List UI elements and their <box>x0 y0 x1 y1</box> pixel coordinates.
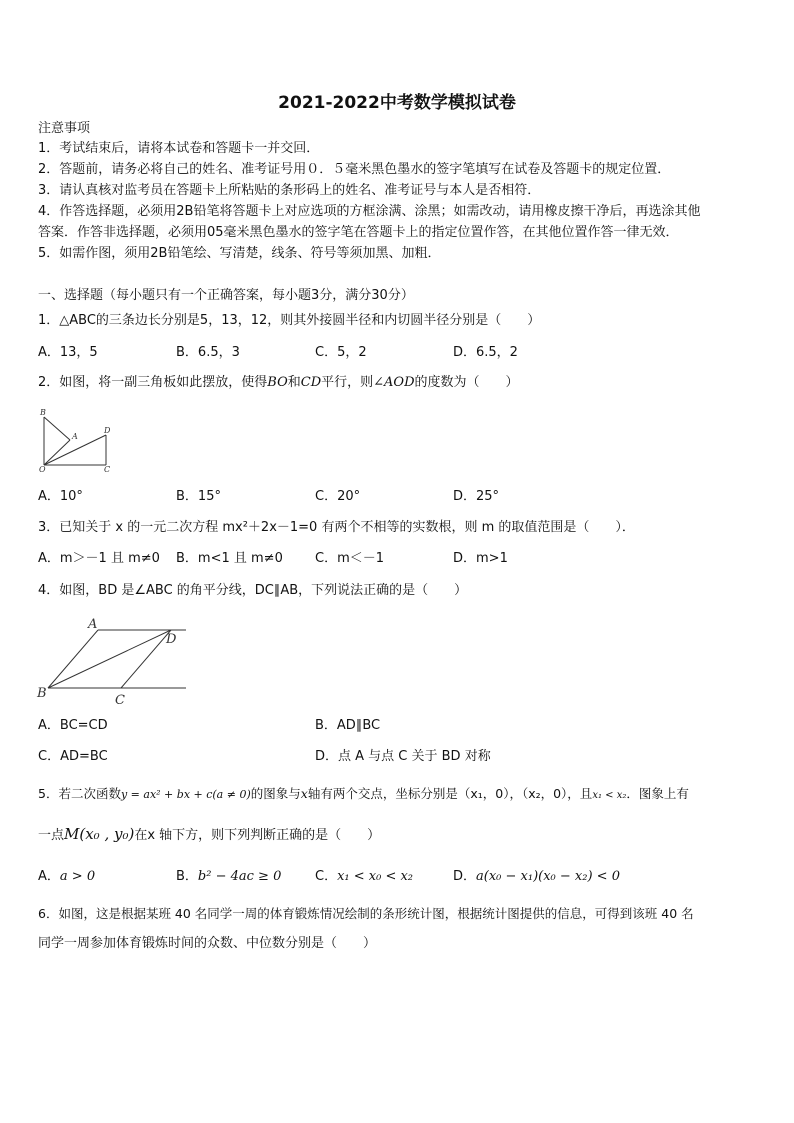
q1-option-d: D．6.5，2 <box>453 345 518 360</box>
q2-label-b: B <box>40 408 46 417</box>
page-title: 2021-2022中考数学模拟试卷 <box>278 93 516 113</box>
q5-option-d-label: D． <box>453 869 477 884</box>
q5-option-c-label: C． <box>315 869 338 884</box>
q2-label-o: O <box>39 465 46 473</box>
question-1-stem: 1．△ABC的三条边长分别是5，13，12，则其外接圆半径和内切圆半径分别是（ ） <box>38 313 541 328</box>
q2-figure <box>36 405 116 473</box>
q2-option-c: C．20° <box>315 489 361 504</box>
q2-stem-a: 2．如图，将一副三角板如此摆放，使得 <box>38 375 268 390</box>
q5-option-a <box>38 869 95 885</box>
q5-stem-d: ．图象上有 <box>626 786 689 801</box>
q4-label-b: B <box>37 686 47 701</box>
q4-label-d: D <box>166 632 177 647</box>
q2-segment-cd: CD <box>300 375 322 390</box>
q5-option-d-math: a(x₀ − x₁)(x₀ − x₂) < 0 <box>476 869 620 884</box>
q2-label-d: D <box>104 426 111 435</box>
q4-option-b: B．AD∥BC <box>315 718 381 733</box>
q5-point-m: M(x₀ , y₀) <box>64 825 135 843</box>
q5-stem-c: 轴有两个交点，坐标分别是（x₁，0），（x₂，0），且 <box>307 786 593 801</box>
notice-item: 1．考试结束后，请将本试卷和答题卡一并交回． <box>38 141 320 156</box>
q2-option-b: B．15° <box>176 489 221 504</box>
q3-option-b: B．m<1 且 m≠0 <box>176 551 283 566</box>
q5-function: y = ax² + bx + c(a ≠ 0) <box>120 788 251 801</box>
q3-option-a: A．m＞－1 且 m≠0 <box>38 551 160 566</box>
q4-figure <box>36 608 188 708</box>
q4-option-a: A．BC=CD <box>38 718 108 733</box>
q1-option-b: B．6.5，3 <box>176 345 240 360</box>
q5-option-d <box>453 869 620 885</box>
q4-label-a: A <box>88 617 98 632</box>
q5-line2-b: 在 <box>134 828 148 843</box>
question-6-line-1: 6．如图，这是根据某班 40 名同学一周的体育锻炼情况绘制的条形统计图，根据统计图提供的信息，可得到该班 40 名 <box>38 906 694 921</box>
q3-option-d: D．m>1 <box>453 551 508 566</box>
question-5-line-1 <box>38 786 689 804</box>
q5-line2-a: 一点 <box>38 828 65 843</box>
q2-line-ba <box>44 417 70 440</box>
q4-label-c: C <box>115 693 125 708</box>
question-6-line-2: 同学一周参加体育锻炼时间的众数、中位数分别是（ ） <box>38 936 377 951</box>
q5-option-b-label: B． <box>176 869 198 884</box>
notice-item: 4．作答选择题，必须用2B铅笔将答题卡上对应选项的方框涂满、涂黑；如需改动，请用橡皮擦干净后，再选涂其他 <box>38 204 701 219</box>
q5-option-a-label: A． <box>38 869 60 884</box>
question-2-stem <box>38 375 519 391</box>
q2-label-c: C <box>104 465 111 473</box>
q3-option-c: C．m＜－1 <box>315 551 385 566</box>
q2-option-d: D．25° <box>453 489 500 504</box>
q4-option-c: C．AD=BC <box>38 749 108 764</box>
q2-label-a: A <box>72 432 78 441</box>
notice-item: 3．请认真核对监考员在答题卡上所粘贴的条形码上的姓名、准考证号与本人是否相符． <box>38 183 541 198</box>
notice-item: 答案．作答非选择题，必须用05毫米黑色墨水的签字笔在答题卡上的指定位置作答，在其他位置作答一律无效． <box>38 225 679 240</box>
notice-item: 5．如需作图，须用2B铅笔绘、写清楚，线条、符号等须加黑、加粗． <box>38 246 441 261</box>
q2-line-oa <box>44 440 70 465</box>
q5-stem-b: 的图象与 <box>250 786 301 801</box>
q2-stem-b: 的度数为（ ） <box>414 375 519 390</box>
q2-segment-bo: BO <box>267 375 288 390</box>
q5-option-b-math: b² − 4ac ≥ 0 <box>197 869 282 884</box>
q2-option-a: A．10° <box>38 489 83 504</box>
q2-stem-mid: 和 <box>287 375 301 390</box>
q5-option-c-math: x₁ < x₀ < x₂ <box>337 869 414 884</box>
q4-line-dc <box>121 630 171 688</box>
q1-option-a: A．13，5 <box>38 345 98 360</box>
notice-heading: 注意事项 <box>38 121 91 136</box>
section-heading: 一、选择题（每小题只有一个正确答案，每小题3分，满分30分） <box>38 288 414 303</box>
q5-condition: x₁ < x₂ <box>592 790 627 801</box>
q4-line-bd <box>48 630 171 688</box>
question-4-stem: 4．如图，BD 是∠ABC 的角平分线，DC∥AB，下列说法正确的是（ ） <box>38 583 468 598</box>
notice-item: 2．答题前，请务必将自己的姓名、准考证号用０．５毫米黑色墨水的签字笔填写在试卷及答题卡的规定位置． <box>38 162 671 177</box>
q5-x-axis: x <box>300 786 308 801</box>
question-3-stem: 3．已知关于 x 的一元二次方程 mx²＋2x－1=0 有两个不相等的实数根，则 m 的取值范围是（ ）． <box>38 520 635 535</box>
q5-option-a-math: a > 0 <box>59 869 96 884</box>
q1-option-c: C．5，2 <box>315 345 367 360</box>
q5-line2-c: x 轴下方，则下列判断正确的是（ ） <box>147 828 381 843</box>
q2-stem-mid2: 平行，则 <box>321 375 374 390</box>
q4-option-d: D．点 A 与点 C 关于 BD 对称 <box>315 749 491 764</box>
q2-angle: ∠AOD <box>373 375 415 390</box>
q5-option-b <box>176 869 281 885</box>
q5-option-c <box>315 869 413 885</box>
question-5-line-2 <box>38 826 380 844</box>
q5-stem-a: 5．若二次函数 <box>38 786 121 801</box>
q4-line-ab <box>48 630 98 688</box>
